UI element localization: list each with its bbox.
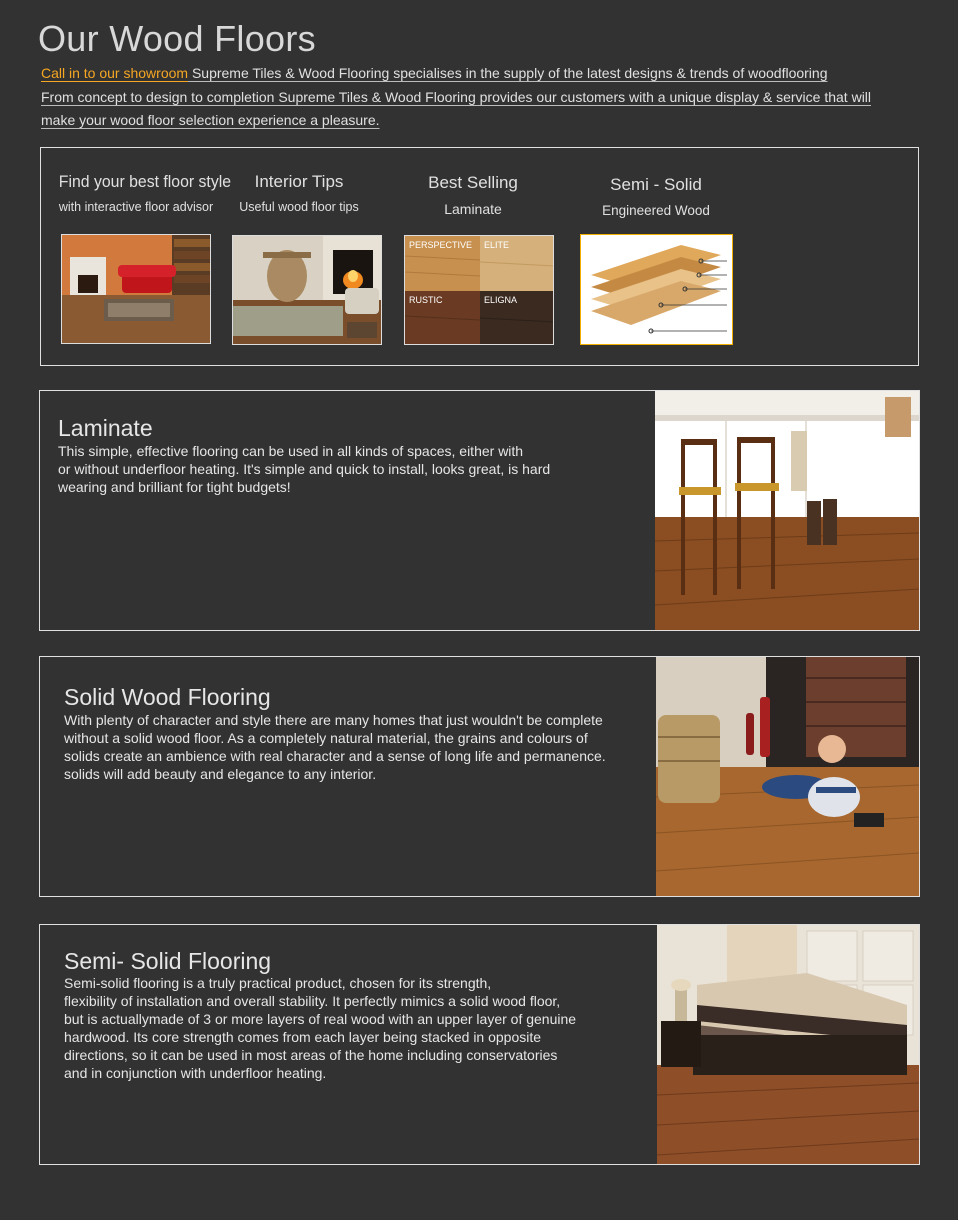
feature-interior-tips (233, 172, 365, 214)
intro-line-2-link[interactable]: From concept to design to completion Supreme Tiles & Wood Flooring provides our customers with a unique display & service that will (41, 88, 872, 105)
boy-on-floor-image (656, 657, 919, 896)
feature-title: Find your best floor style (58, 172, 232, 191)
section-semi-solid (39, 924, 920, 1165)
description-line: flexibility of installation and overall stability. It perfectly mimics a solid wood floor, (64, 993, 561, 1009)
tile-label-eligna: ELIGNA (484, 295, 518, 305)
living-room-image (62, 235, 211, 344)
laminate-photo (655, 391, 919, 630)
page-title: Our Wood Floors (38, 18, 316, 59)
description-line: With plenty of character and style there are many homes that just wouldn't be complete (64, 712, 603, 728)
interior-tips-thumbnail[interactable] (232, 235, 382, 345)
intro-line-1 (41, 62, 901, 86)
solid-wood-photo (656, 657, 919, 896)
wood-layers-diagram-image (581, 235, 732, 344)
tile-label-rustic: RUSTIC (409, 295, 443, 305)
section-description (64, 974, 576, 1082)
laminate-thumbnail[interactable] (404, 235, 554, 345)
feature-best-selling (403, 173, 543, 217)
intro-line-2 (41, 86, 901, 110)
tile-label-perspective: PERSPECTIVE (409, 240, 473, 250)
feature-subtitle: Laminate (444, 201, 502, 217)
feature-floor-advisor (53, 172, 232, 214)
section-description (58, 442, 550, 496)
description-line: and in conjunction with underfloor heating. (64, 1065, 327, 1081)
feature-subtitle: Engineered Wood (602, 203, 710, 218)
description-line: Semi-solid flooring is a truly practical product, chosen for its strength, (64, 975, 492, 991)
section-laminate (39, 390, 920, 631)
feature-semi-solid (588, 175, 724, 218)
feature-title: Semi - Solid (610, 175, 702, 194)
section-description (64, 711, 606, 783)
intro-line-1-link[interactable]: Supreme Tiles & Wood Flooring specialises in the supply of the latest designs & trends of woodflooring (188, 65, 828, 81)
floor-advisor-thumbnail[interactable] (61, 234, 211, 344)
engineered-wood-thumbnail[interactable] (580, 234, 733, 345)
bedroom-image (657, 925, 919, 1164)
description-line: hardwood. Its core strength comes from each layer being stacked in opposite (64, 1029, 542, 1045)
description-line: directions, so it can be used in most areas of the home including conservatories (64, 1047, 558, 1063)
features-panel (40, 147, 919, 366)
section-heading: Laminate (58, 415, 153, 441)
description-line: solids create an ambience with real character and a sense of long life and permanence. (64, 748, 606, 764)
laminate-swatches-image (405, 236, 554, 345)
feature-subtitle: Useful wood floor tips (239, 200, 359, 214)
section-solid-wood (39, 656, 920, 897)
section-heading: Semi- Solid Flooring (64, 948, 272, 974)
description-line: or without underfloor heating. It's simple and quick to install, looks great, is hard (58, 461, 551, 477)
feature-subtitle: with interactive floor advisor (58, 200, 214, 214)
description-line: without a solid wood floor. As a completely natural material, the grains and colours of (64, 730, 588, 746)
description-line: wearing and brilliant for tight budgets! (58, 479, 291, 495)
tile-label-elite: ELITE (484, 240, 510, 250)
feature-title: Best Selling (428, 173, 518, 192)
intro-line-3-link[interactable]: make your wood floor selection experience a pleasure. (41, 112, 380, 128)
semi-solid-photo (657, 925, 919, 1164)
description-line: but is actuallymade of 3 or more layers of real wood with an upper layer of genuine (64, 1011, 577, 1027)
description-line: solids will add beauty and elegance to any interior. (64, 766, 377, 782)
fireplace-room-image (233, 236, 382, 345)
feature-title: Interior Tips (254, 172, 344, 191)
intro-text (41, 62, 901, 133)
intro-line-3 (41, 109, 901, 133)
section-heading: Solid Wood Flooring (64, 684, 271, 710)
showroom-link[interactable]: Call in to our showroom (41, 65, 189, 81)
description-line: This simple, effective flooring can be used in all kinds of spaces, either with (58, 443, 524, 459)
kitchen-stools-image (655, 391, 919, 630)
